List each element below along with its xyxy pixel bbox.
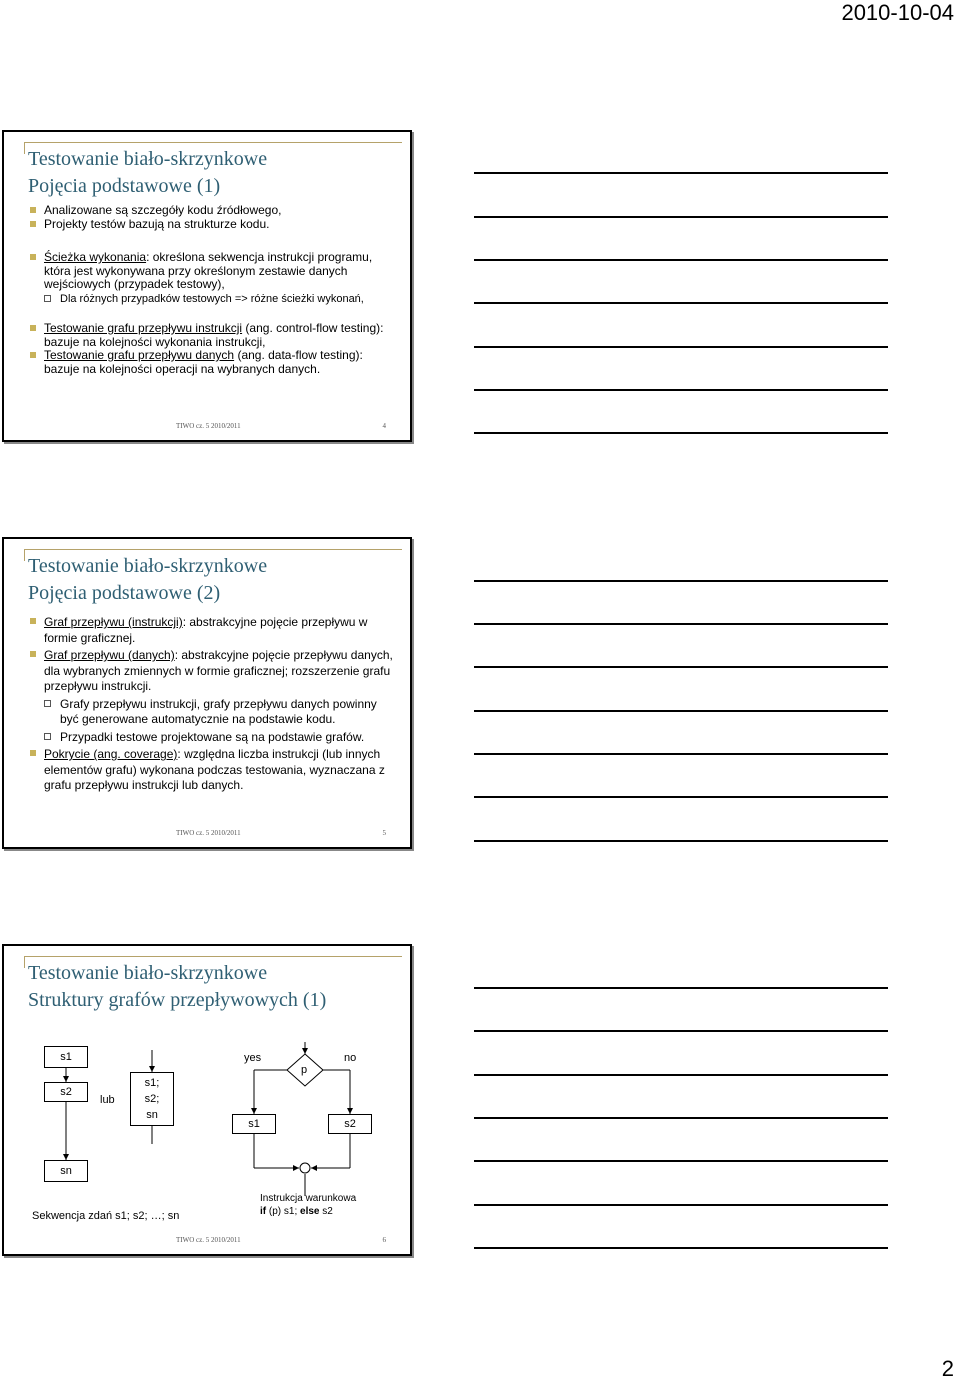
if-branch-s1: s1 bbox=[232, 1114, 276, 1134]
sub-item: Przypadki testowe projektowane są na podstawie grafów. bbox=[28, 730, 394, 746]
slide-title-line2: Pojęcia podstawowe (1) bbox=[28, 175, 221, 197]
footer-text: TIWO cz. 5 2010/2011 bbox=[176, 1236, 241, 1244]
no-label: no bbox=[344, 1052, 357, 1064]
title-rule bbox=[24, 549, 402, 550]
slide-4 bbox=[2, 130, 412, 442]
bullet-icon bbox=[30, 750, 36, 756]
block-statement: s1; s2; sn bbox=[130, 1072, 174, 1126]
sub-item: Dla różnych przypadków testowych => różne ścieżki wykonań, bbox=[28, 292, 394, 307]
slide-number: 4 bbox=[382, 422, 386, 430]
slide-title-line1: Testowanie biało-skrzynkowe bbox=[28, 148, 268, 170]
slide-title-line2: Struktury grafów przepływowych (1) bbox=[28, 989, 327, 1011]
slide-title-line2: Pojęcia podstawowe (2) bbox=[28, 582, 221, 604]
title-rule-corner bbox=[24, 549, 25, 561]
slide-title-line1: Testowanie biało-skrzynkowe bbox=[28, 555, 268, 577]
bullet-icon bbox=[30, 221, 36, 227]
slide-number: 6 bbox=[382, 1236, 386, 1244]
seq-statement-sn: sn bbox=[44, 1160, 88, 1182]
page-number: 2 bbox=[941, 1356, 954, 1381]
sequence-caption: Sekwencja zdań s1; s2; …; sn bbox=[32, 1210, 180, 1222]
slide-title-line1: Testowanie biało-skrzynkowe bbox=[28, 962, 268, 984]
slide-title bbox=[28, 146, 267, 200]
footer-text: TIWO cz. 5 2010/2011 bbox=[176, 829, 241, 837]
bullet-item: Testowanie grafu przepływu instrukcji (ang. control-flow testing): bazuje na kolejności wykonania instrukcji, bbox=[28, 322, 394, 349]
bullet-item: Graf przepływu (danych): abstrakcyjne pojęcie przepływu danych, dla wybranych zmiennych w formie graficznej; rozszerzenie grafu przepływu instrukcji. bbox=[28, 648, 394, 695]
checkbox-bullet-icon bbox=[44, 295, 51, 302]
title-rule-corner bbox=[24, 142, 25, 154]
or-label: lub bbox=[100, 1094, 115, 1106]
bullet-icon bbox=[30, 207, 36, 213]
checkbox-bullet-icon bbox=[44, 700, 51, 707]
slide-5 bbox=[2, 537, 412, 849]
bullet-icon bbox=[30, 618, 36, 624]
bullet-item: Analizowane są szczegóły kodu źródłowego, bbox=[28, 204, 394, 218]
slide-content bbox=[28, 615, 394, 794]
sub-item: Grafy przepływu instrukcji, grafy przepływu danych powinny być generowane automatycznie na podstawie kodu. bbox=[28, 697, 394, 728]
page-date: 2010-10-04 bbox=[841, 0, 954, 25]
slide-number: 5 bbox=[382, 829, 386, 837]
bullet-item: Ścieżka wykonania: określona sekwencja instrukcji programu, która jest wykonywana przy określonym zestawie danych wejściowych (przypadek testowy), bbox=[28, 251, 394, 292]
bullet-item: Testowanie grafu przepływu danych (ang. data-flow testing): bazuje na kolejności operacji na wybranych danych. bbox=[28, 349, 394, 376]
bullet-icon bbox=[30, 254, 36, 260]
bullet-icon bbox=[30, 325, 36, 331]
bullet-item: Projekty testów bazują na strukturze kodu. bbox=[28, 218, 394, 232]
bullet-icon bbox=[30, 651, 36, 657]
bullet-item: Graf przepływu (instrukcji): abstrakcyjne pojęcie przepływu w formie graficznej. bbox=[28, 615, 394, 646]
slide-content bbox=[28, 204, 394, 376]
checkbox-bullet-icon bbox=[44, 733, 51, 740]
bullet-item: Pokrycie (ang. coverage): względna liczba instrukcji (lub innych elementów grafu) wykonana podczas testowania, wyznaczana z grafu przepływu instrukcji lub danych. bbox=[28, 747, 394, 794]
slide-6 bbox=[2, 944, 412, 1256]
footer-text: TIWO cz. 5 2010/2011 bbox=[176, 422, 241, 430]
if-caption: Instrukcja warunkowa if (p) s1; else s2 bbox=[260, 1193, 357, 1217]
bullet-icon bbox=[30, 352, 36, 358]
seq-statement-s2: s2 bbox=[44, 1082, 88, 1102]
slide-title bbox=[28, 553, 267, 607]
condition-label: p bbox=[301, 1064, 308, 1076]
title-rule bbox=[24, 142, 402, 143]
seq-statement-s1: s1 bbox=[44, 1046, 88, 1068]
yes-label: yes bbox=[244, 1052, 262, 1064]
if-branch-s2: s2 bbox=[328, 1114, 372, 1134]
